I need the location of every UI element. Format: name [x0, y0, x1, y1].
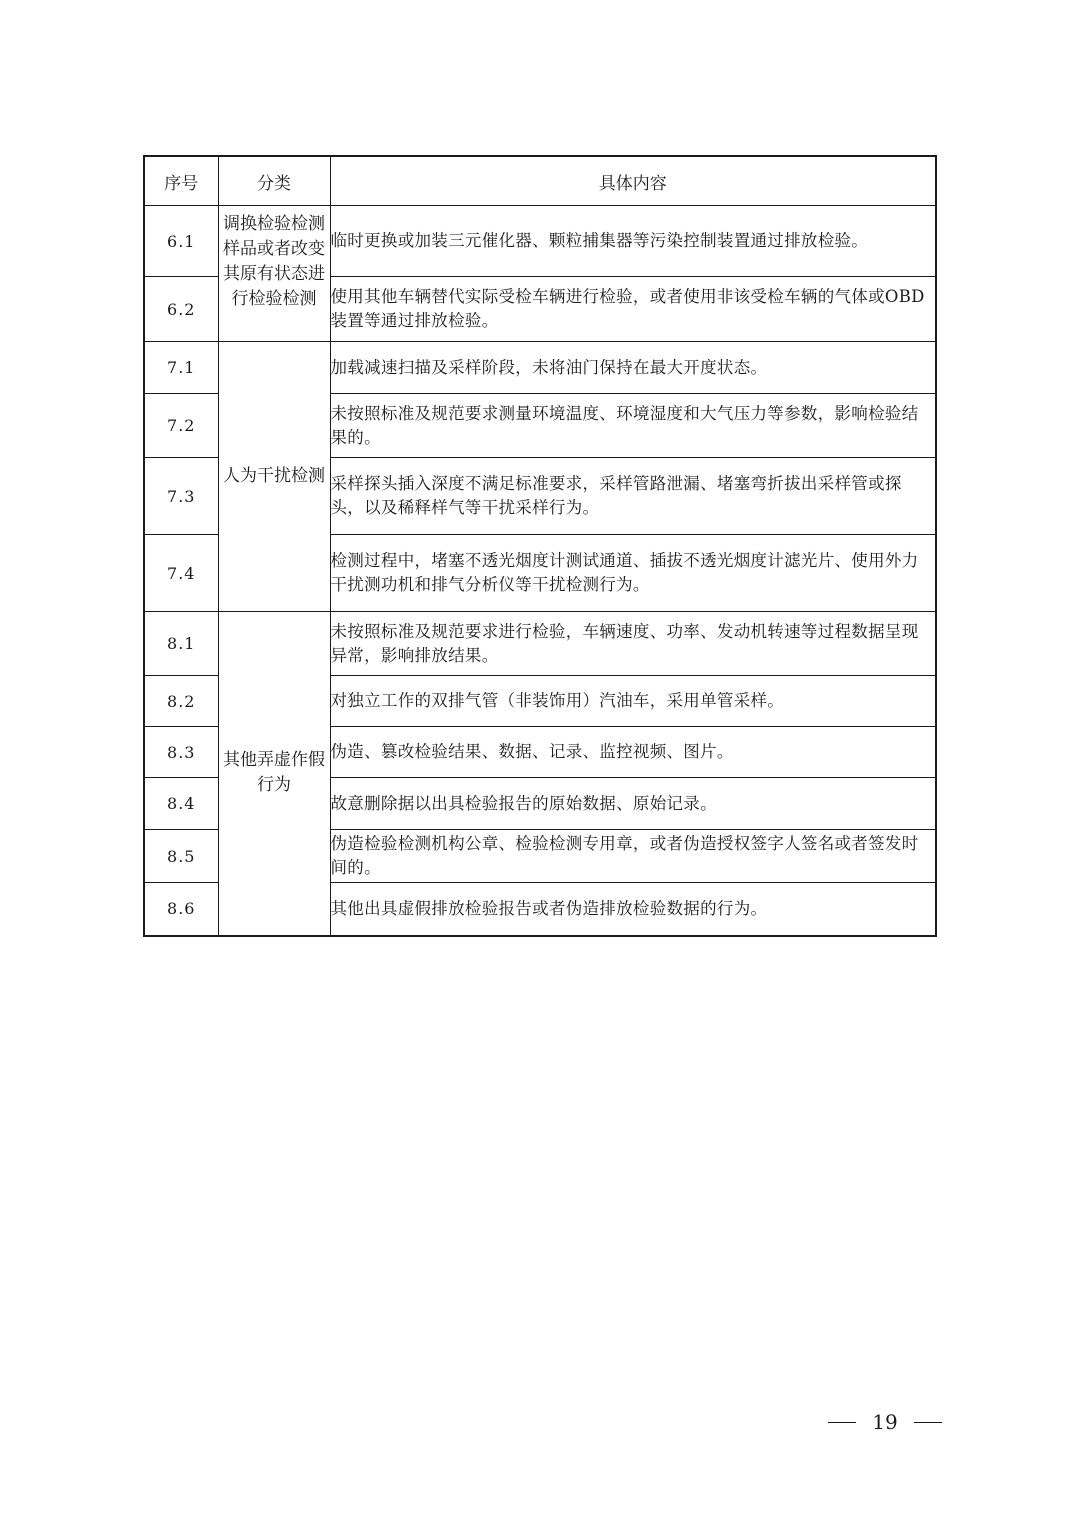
row-content: 采样探头插入深度不满足标准要求，采样管路泄漏、堵塞弯折拔出采样管或探头，以及稀释样气等干扰采样行为。 — [330, 458, 936, 535]
header-number: 序号 — [144, 156, 218, 206]
row-number: 6.1 — [144, 206, 218, 277]
row-number: 8.1 — [144, 612, 218, 676]
table-row — [144, 206, 936, 277]
row-number: 8.4 — [144, 778, 218, 830]
header-category: 分类 — [218, 156, 330, 206]
table-row — [144, 612, 936, 676]
row-content: 临时更换或加装三元催化器、颗粒捕集器等污染控制装置通过排放检验。 — [330, 206, 936, 277]
row-number: 8.5 — [144, 830, 218, 883]
row-number: 8.3 — [144, 727, 218, 778]
row-category: 人为干扰检测 — [218, 342, 330, 612]
row-content: 未按照标准及规范要求进行检验，车辆速度、功率、发动机转速等过程数据呈现异常，影响排放结果。 — [330, 612, 936, 676]
header-content: 具体内容 — [330, 156, 936, 206]
row-content: 对独立工作的双排气管（非装饰用）汽油车，采用单管采样。 — [330, 676, 936, 727]
row-number: 7.4 — [144, 535, 218, 612]
row-number: 6.2 — [144, 277, 218, 342]
row-category: 其他弄虚作假行为 — [218, 612, 330, 936]
row-number: 7.1 — [144, 342, 218, 394]
violation-table — [143, 155, 937, 937]
table-header-row — [144, 156, 936, 206]
row-number: 8.2 — [144, 676, 218, 727]
left-dash — [828, 1422, 856, 1423]
row-content: 故意删除据以出具检验报告的原始数据、原始记录。 — [330, 778, 936, 830]
row-content: 检测过程中，堵塞不透光烟度计测试通道、插拔不透光烟度计滤光片、使用外力干扰测功机和排气分析仪等干扰检测行为。 — [330, 535, 936, 612]
page-footer — [828, 1410, 942, 1434]
row-content: 加载减速扫描及采样阶段，未将油门保持在最大开度状态。 — [330, 342, 936, 394]
row-category: 调换检验检测样品或者改变其原有状态进行检验检测 — [218, 206, 330, 342]
row-content: 未按照标准及规范要求测量环境温度、环境湿度和大气压力等参数，影响检验结果的。 — [330, 394, 936, 458]
page-number: 19 — [872, 1410, 898, 1434]
table-row — [144, 342, 936, 394]
row-number: 7.2 — [144, 394, 218, 458]
row-content: 伪造检验检测机构公章、检验检测专用章，或者伪造授权签字人签名或者签发时间的。 — [330, 830, 936, 883]
row-number: 8.6 — [144, 883, 218, 936]
right-dash — [914, 1422, 942, 1423]
row-content: 使用其他车辆替代实际受检车辆进行检验，或者使用非该受检车辆的气体或OBD 装置等通过排放检验。 — [330, 277, 936, 342]
row-content: 伪造、篡改检验结果、数据、记录、监控视频、图片。 — [330, 727, 936, 778]
row-content: 其他出具虚假排放检验报告或者伪造排放检验数据的行为。 — [330, 883, 936, 936]
row-number: 7.3 — [144, 458, 218, 535]
